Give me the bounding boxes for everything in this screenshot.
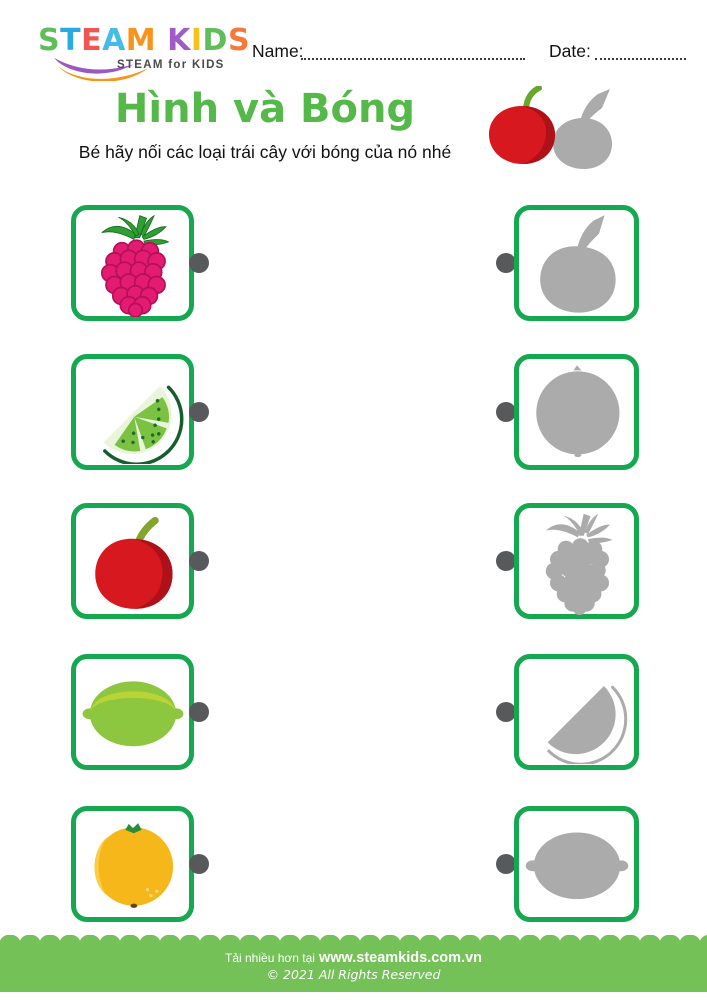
connector-dot-right-1[interactable]: [496, 253, 516, 273]
shadow-box-lime[interactable]: [514, 806, 639, 922]
logo-wordmark: STEAM KIDS: [38, 23, 251, 58]
footer-site-link[interactable]: www.steamkids.com.vn: [318, 950, 482, 966]
shadow-box-raspberry[interactable]: [514, 503, 639, 619]
raspberry-shadow-icon: [528, 507, 626, 615]
connector-dot-left-5[interactable]: [189, 854, 209, 874]
date-field[interactable]: [595, 58, 686, 60]
match-row-3: [0, 503, 707, 619]
connector-dot-left-2[interactable]: [189, 402, 209, 422]
connector-dot-left-4[interactable]: [189, 702, 209, 722]
match-row-1: [0, 205, 707, 321]
cherry-with-shadow-decoration-icon: [482, 86, 642, 171]
orange-shadow-icon: [525, 360, 629, 464]
connector-dot-left-3[interactable]: [189, 551, 209, 571]
lime-wedge-shadow-icon: [525, 660, 629, 764]
footer-prefix: Tải nhiều hơn tại: [225, 951, 315, 965]
page-title: Hình và Bóng: [114, 86, 416, 132]
fruit-box-lime[interactable]: [71, 654, 194, 770]
fruit-box-orange[interactable]: [71, 806, 194, 922]
fruit-box-lime-wedge[interactable]: [71, 354, 194, 470]
scallop-edge-decoration: [0, 935, 707, 943]
name-label: Name:: [252, 41, 304, 61]
shadow-box-orange[interactable]: [514, 354, 639, 470]
connector-dot-right-5[interactable]: [496, 854, 516, 874]
logo-tagline: STEAM for KIDS: [117, 59, 225, 71]
page-subtitle: Bé hãy nối các loại trái cây với bóng của nó nhé: [78, 142, 452, 162]
raspberry-icon: [84, 209, 182, 317]
lime-wedge-icon: [81, 360, 185, 464]
shadow-box-lime-wedge[interactable]: [514, 654, 639, 770]
name-field[interactable]: [301, 58, 525, 60]
connector-dot-right-2[interactable]: [496, 402, 516, 422]
connector-dot-left-1[interactable]: [189, 253, 209, 273]
footer-banner: [0, 943, 707, 992]
lime-shadow-icon: [523, 819, 631, 909]
match-row-4: [0, 654, 707, 770]
orange-icon: [81, 811, 185, 917]
date-label: Date:: [549, 41, 591, 61]
cherry-icon: [87, 509, 179, 613]
shadow-box-cherry[interactable]: [514, 205, 639, 321]
steamkids-logo: [38, 23, 258, 80]
connector-dot-right-3[interactable]: [496, 551, 516, 571]
match-row-2: [0, 354, 707, 470]
match-row-5: [0, 806, 707, 922]
cherry-shadow-icon: [531, 211, 623, 315]
connector-dot-right-4[interactable]: [496, 702, 516, 722]
lime-icon: [79, 667, 187, 757]
footer-copyright: © 2021 All Rights Reserved: [266, 967, 441, 982]
fruit-box-cherry[interactable]: [71, 503, 194, 619]
fruit-box-raspberry[interactable]: [71, 205, 194, 321]
